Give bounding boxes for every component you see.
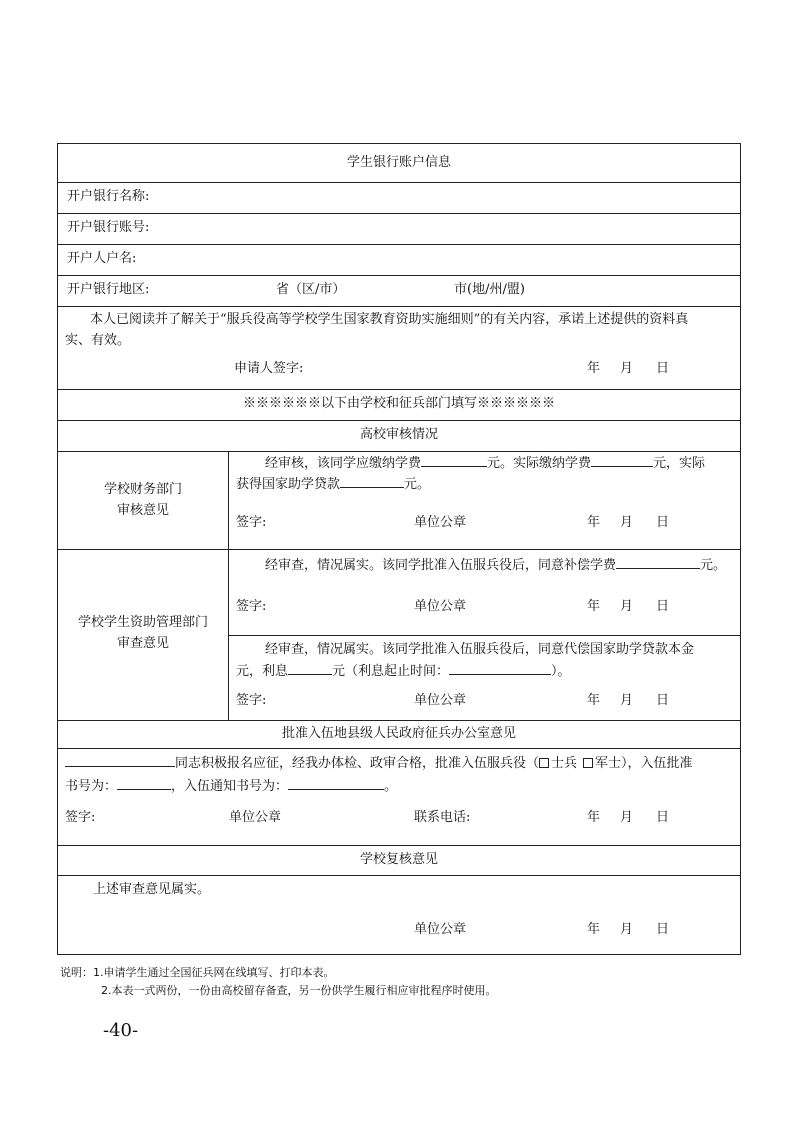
finance-dept-label-sub: 审核意见 [116, 503, 169, 518]
phone-field[interactable]: 联系电话: [414, 810, 471, 825]
bank-account-field[interactable]: 开户银行账号: [67, 220, 150, 235]
date-day: 日 [656, 922, 670, 937]
date-day: 日 [656, 515, 670, 530]
loan-seal-label: 单位公章 [414, 693, 467, 708]
approval-text: 同志积极报名应征，经我办体检、政审合格，批准入伍服兵役（ [175, 756, 540, 771]
page-number: -40- [103, 1020, 139, 1041]
note-line-1: 说明：1.申请学生通过全国征兵网在线填写、打印本表。 [60, 966, 335, 979]
recheck-seal-label: 单位公章 [414, 922, 467, 937]
account-section-header: 学生银行账户信息 [346, 155, 451, 170]
applicant-signature-field[interactable]: 申请人签字: [234, 361, 304, 376]
tuition-due-blank[interactable] [421, 454, 487, 467]
row-divider [58, 244, 740, 245]
checkbox-icon[interactable] [539, 758, 549, 768]
interest-amount-blank[interactable] [288, 662, 332, 675]
aid-signature-field[interactable]: 签字: [236, 599, 267, 614]
school-review-header: 高校审核情况 [359, 427, 438, 442]
recruit-office-header: 批准入伍地县级人民政府征兵办公室意见 [281, 726, 516, 741]
date-day: 日 [656, 810, 670, 825]
row-divider [58, 213, 740, 214]
closing-text: ）。 [551, 664, 571, 679]
date-month: 月 [620, 599, 634, 614]
row-divider [58, 389, 740, 390]
row-divider [58, 182, 740, 183]
date-year: 年 [587, 810, 601, 825]
option-sergeant: 军士 [595, 756, 622, 771]
finance-signature-field[interactable]: 签字: [236, 515, 267, 530]
interest-period-text: 元（利息起止时间： [332, 664, 450, 679]
date-month: 月 [620, 693, 634, 708]
notice-no-text: ，入伍通知书号为： [171, 779, 289, 794]
period-text: 。 [384, 779, 398, 794]
date-month: 月 [620, 810, 634, 825]
recruit-approval-line2 [65, 777, 397, 796]
recruit-approval-line1 [65, 754, 693, 773]
city-label: 市(地/州/盟) [454, 282, 525, 297]
date-year: 年 [587, 922, 601, 937]
bank-name-field[interactable]: 开户银行名称: [67, 189, 150, 204]
aid-dept-label: 学校学生资助管理部门 [77, 615, 208, 630]
row-divider [228, 635, 740, 636]
row-divider [58, 275, 740, 276]
row-divider [58, 549, 740, 550]
loan-text: 获得国家助学贷款 [236, 477, 341, 492]
column-divider [228, 451, 229, 720]
date-day: 日 [656, 693, 670, 708]
date-year: 年 [587, 599, 601, 614]
date-day: 日 [656, 361, 670, 376]
row-divider [58, 306, 740, 307]
date-year: 年 [587, 693, 601, 708]
checkbox-icon[interactable] [583, 758, 593, 768]
date-year: 年 [587, 361, 601, 376]
finance-review-line1 [265, 454, 705, 473]
row-divider [58, 451, 740, 452]
student-name-blank[interactable] [65, 754, 175, 767]
tuition-due-text: 经审核，该同学应缴纳学费 [265, 456, 422, 471]
yuan-text: 元。 [700, 558, 727, 573]
province-label: 省（区/市） [276, 282, 346, 297]
declaration-text-line1: 本人已阅读并了解关于“服兵役高等学校学生国家教育资助实施细则”的有关内容，承诺上述提供的资料真 [90, 312, 689, 327]
loan-repayment-line1: 经审查，情况属实。该同学批准入伍服兵役后，同意代偿国家助学贷款本金 [265, 642, 695, 657]
recheck-text: 上述审查意见属实。 [93, 882, 211, 897]
tuition-paid-blank[interactable] [591, 454, 653, 467]
notice-no-blank[interactable] [288, 777, 384, 790]
yuan-text: 元。 [404, 477, 431, 492]
aid-seal-label: 单位公章 [414, 599, 467, 614]
date-day: 日 [656, 599, 670, 614]
row-divider [58, 420, 740, 421]
option-soldier: 士兵 [551, 756, 578, 771]
loan-signature-field[interactable]: 签字: [236, 693, 267, 708]
row-divider [58, 720, 740, 721]
compensation-amount-blank[interactable] [616, 556, 700, 569]
recruit-seal-label: 单位公章 [229, 810, 282, 825]
bank-region-field[interactable]: 开户银行地区: [67, 282, 150, 297]
approval-no-text: 书号为： [65, 779, 118, 794]
tuition-paid-text: 元。实际缴纳学费 [487, 456, 592, 471]
loan-amount-blank[interactable] [340, 475, 404, 488]
row-divider [58, 875, 740, 876]
recruit-signature-field[interactable]: 签字: [65, 810, 96, 825]
account-holder-field[interactable]: 开户人户名: [67, 251, 137, 266]
approval-text-end: ），入伍批准 [621, 756, 693, 771]
finance-seal-label: 单位公章 [414, 515, 467, 530]
aid-dept-label-sub: 审查意见 [116, 636, 169, 651]
date-month: 月 [620, 922, 634, 937]
note-line-2: 2.本表一式两份，一份由高校留存备查，另一份供学生履行相应审批程序时使用。 [101, 984, 497, 997]
interest-text: 元，利息 [236, 664, 289, 679]
date-year: 年 [587, 515, 601, 530]
declaration-text-line2: 实、有效。 [65, 333, 131, 348]
interest-period-blank[interactable] [449, 662, 551, 675]
approval-no-blank[interactable] [117, 777, 171, 790]
recheck-header: 学校复核意见 [359, 852, 438, 867]
finance-review-line2 [236, 475, 430, 494]
school-fill-divider: ※※※※※※以下由学校和征兵部门填写※※※※※※ [242, 396, 555, 411]
row-divider [58, 748, 740, 749]
date-month: 月 [620, 515, 634, 530]
form-notes [60, 964, 497, 1000]
application-form [57, 143, 741, 955]
date-month: 月 [620, 361, 634, 376]
loan-repayment-line2 [236, 662, 571, 681]
finance-dept-label: 学校财务部门 [103, 482, 182, 497]
tuition-compensation-line [265, 556, 726, 575]
actual-text: 元，实际 [653, 456, 706, 471]
compensation-text: 经审查，情况属实。该同学批准入伍服兵役后，同意补偿学费 [265, 558, 617, 573]
row-divider [58, 845, 740, 846]
